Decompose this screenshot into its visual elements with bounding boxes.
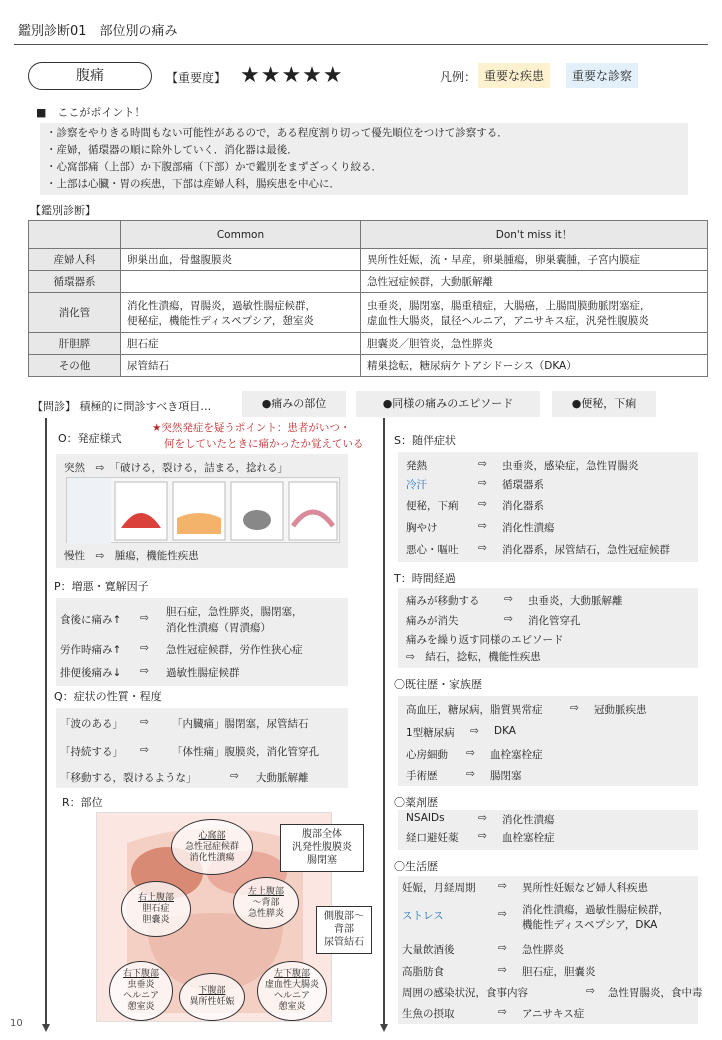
table-row (29, 271, 708, 293)
diff-common-cell: 消化性潰瘍，胃腸炎，過敏性腸症候群， 便秘症，機能性ディスペプシア，憩室炎 (121, 293, 361, 333)
region-flank-back (316, 906, 372, 954)
time-course-repeat-key (406, 632, 564, 647)
left-timeline-arrow (42, 1024, 50, 1032)
section-provocation-heading: P：増悪・寛解因子 (54, 580, 149, 593)
page-number: 10 (10, 1018, 23, 1029)
diff-corner (29, 221, 121, 249)
arrow-icon: ⇨ (140, 716, 149, 728)
provocation-value: 胆石症，急性膵炎，腸閉塞， (166, 606, 303, 618)
right-timeline-arrow (380, 1024, 388, 1032)
diff-common-cell: 卵巣出血，骨盤腹膜炎 (121, 249, 361, 271)
time-course-repeat-label: 痛みを繰り返す同様のエピソード (406, 634, 564, 646)
social-history-key: 妊娠，月経周期 (402, 882, 476, 894)
quality-key: 「持続する」 (60, 746, 123, 758)
region-disease: 腸閉塞 (307, 855, 337, 866)
region-title: 下腹部 (198, 986, 226, 996)
diff-dontmiss-cell: 虫垂炎，腸閉塞，腸重積症，大腸癌，上腸間膜動脈閉塞症， 虚血性大腸炎，鼠径ヘルニア，アニサキス症，汎発性腹膜炎 (361, 293, 708, 333)
point-item: ・上部は心臓・胃の疾患，下部は産婦人科，腸疾患を中心に． (46, 178, 340, 190)
table-row (29, 293, 708, 333)
diff-heading: 【鑑別診断】 (30, 204, 96, 217)
past-history-key: 高血圧，糖尿病，脂質異常症 (406, 704, 543, 716)
arrow-icon: ⇨ (570, 702, 579, 714)
diff-row-label: その他 (29, 355, 121, 377)
region-title: 側腹部〜 (324, 911, 364, 922)
past-history-value: 腸閉塞 (490, 770, 522, 782)
provocation-value-2: 消化性潰瘍（胃潰瘍） (166, 622, 271, 634)
importance-label: 【重要度】 (166, 71, 227, 85)
region-disease: 憩室炎 (278, 1002, 306, 1012)
diff-table (28, 220, 708, 377)
region-disease: 〜背部 (252, 897, 280, 908)
table-row (29, 355, 708, 377)
associated-key: 便秘，下痢 (406, 500, 459, 512)
arrow-icon: ⇨ (478, 520, 487, 532)
onset-note-line2: 何をしていたときに痛かったか覚えている (164, 438, 364, 450)
quality-value: 「体性痛」腹膜炎，消化管穿孔 (172, 746, 319, 758)
time-course-value: 消化管穿孔 (528, 615, 581, 627)
points-heading: ■ ここがポイント！ (36, 106, 146, 119)
region-title: 右上腹部 (137, 892, 174, 903)
tag-constipation-diarrhea: ●便秘，下痢 (552, 391, 656, 417)
region-title: 左上腹部 (247, 886, 284, 897)
social-history-value: 胆石症，胆嚢炎 (522, 966, 596, 978)
drug-history-value: 血栓塞栓症 (502, 832, 555, 844)
associated-key: 発熱 (406, 460, 427, 472)
provocation-key: 労作時痛み↑ (60, 644, 122, 656)
quality-key: 「波のある」 (60, 718, 123, 730)
page-title: 鑑別診断01 部位別の痛み (18, 24, 178, 39)
associated-value: 循環器系 (502, 479, 544, 491)
point-item: ・診察をやりきる時間もない可能性があるので，ある程度割り切って優先順位をつけて診察する． (46, 127, 508, 139)
arrow-icon: ⇨ (470, 725, 479, 737)
region-disease: 汎発性腹膜炎 (292, 842, 352, 853)
associated-value: 消化器系，尿管結石，急性冠症候群 (502, 544, 670, 556)
past-history-key: 心房細動 (406, 749, 448, 761)
associated-value: 虫垂炎，感染症，急性胃腸炎 (502, 460, 639, 472)
associated-value: 消化器系 (502, 500, 544, 512)
time-course-repeat-value: ⇨ 結石，捻転，機能性疾患 (406, 651, 541, 663)
legend-important-exam: 重要な診察 (566, 63, 638, 88)
region-right-upper (121, 881, 191, 937)
point-item: ・心窩部痛（上部）か下腹部痛（下部）かで鑑別をまずざっくり絞る． (46, 161, 382, 173)
social-history-key: 大量飲酒後 (402, 944, 455, 956)
arrow-icon: ⇨ (478, 477, 487, 489)
arrow-icon: ⇨ (478, 498, 487, 510)
time-course-value: 虫垂炎，大動脈解離 (528, 595, 623, 607)
arrow-icon: ⇨ (466, 747, 475, 759)
region-disease: 急性冠症候群 (184, 841, 239, 852)
region-title: 心窩部 (198, 830, 226, 841)
table-row (29, 333, 708, 355)
social-history-value: アニサキス症 (522, 1008, 585, 1020)
region-disease: ヘルニア (273, 991, 310, 1001)
provocation-value: 急性冠症候群，労作性狭心症 (166, 644, 303, 656)
diff-row-label: 消化管 (29, 293, 121, 333)
provocation-key: 排便後痛み↓ (60, 667, 122, 679)
tag-pain-location: ●痛みの部位 (242, 391, 346, 417)
diff-col-common: Common (121, 221, 361, 249)
social-history-value: 急性胃腸炎，食中毒 (608, 987, 703, 999)
diff-dontmiss-cell: 胆囊炎／胆管炎，急性膵炎 (361, 333, 708, 355)
past-history-key: 手術歴 (406, 770, 438, 782)
region-disease: 虫垂炎 (127, 980, 155, 990)
region-title: 右下腹部 (122, 969, 159, 979)
associated-key: 悪心・嘔吐 (406, 544, 459, 556)
associated-key: 冷汗 (406, 479, 427, 491)
provocation-value: 過敏性腸症候群 (166, 667, 240, 679)
social-history-value-2: 機能性ディスペプシア，DKA (522, 919, 658, 931)
diff-common-cell: 尿管結石 (121, 355, 361, 377)
arrow-icon: ⇨ (504, 593, 513, 605)
quality-key: 「移動する，裂けるような」 (60, 772, 197, 784)
diff-row-label: 循環器系 (29, 271, 121, 293)
drug-history-key: 経口避妊薬 (406, 832, 459, 844)
importance-stars: ★★★★★ (240, 63, 344, 88)
past-history-value: DKA (494, 725, 516, 737)
arrow-icon: ⇨ (140, 665, 149, 677)
legend-label: 凡例： (440, 70, 477, 84)
arrow-icon: ⇨ (140, 612, 149, 624)
monshin-heading: 【問診】 積極的に問診すべき項目… (32, 400, 212, 413)
diff-dontmiss-cell: 精巣捻転，糖尿病ケトアシドーシス（DKA） (361, 355, 708, 377)
arrow-icon: ⇨ (478, 458, 487, 470)
region-left-upper (233, 877, 299, 929)
region-lower (179, 973, 245, 1021)
left-timeline-line (45, 418, 47, 1026)
time-course-key: 痛みが移動する (406, 595, 480, 607)
associated-value: 消化性潰瘍 (502, 522, 555, 534)
social-history-key: ストレス (402, 910, 444, 922)
diff-row-label: 肝胆膵 (29, 333, 121, 355)
arrow-icon: ⇨ (230, 770, 239, 782)
arrow-icon: ⇨ (478, 542, 487, 554)
section-social-history-heading: 〇生活歴 (394, 860, 438, 873)
point-item: ・産婦，循環器の順に除外していく．消化器は最後． (46, 144, 298, 156)
section-quality-heading: Q：症状の性質・程度 (54, 690, 162, 703)
drug-history-key: NSAIDs (406, 812, 445, 824)
right-timeline-line (383, 418, 385, 1026)
social-history-value: 消化性潰瘍，過敏性腸症候群， (522, 904, 669, 916)
section-region-heading: R：部位 (62, 796, 103, 809)
section-associated-heading: S：随伴症状 (394, 434, 456, 447)
section-past-history-heading: 〇既往歴・家族歴 (394, 678, 482, 691)
diff-dontmiss-cell: 急性冠症候群，大動脈解離 (361, 271, 708, 293)
diff-common-cell (121, 271, 361, 293)
arrow-icon: ⇨ (498, 908, 507, 920)
tag-similar-episode: ●同様の痛みのエピソード (356, 391, 540, 417)
region-left-lower (257, 961, 327, 1021)
points-box (40, 123, 688, 195)
region-disease: 尿管結石 (324, 937, 364, 948)
arrow-icon: ⇨ (140, 642, 149, 654)
region-disease: 異所性妊娠 (189, 997, 235, 1007)
region-whole-abdomen (280, 824, 364, 872)
section-drug-history-heading: 〇薬剤歴 (394, 796, 438, 809)
topic-title: 腹痛 (28, 62, 152, 90)
region-disease: 憩室炎 (127, 1002, 155, 1012)
social-history-value: 異所性妊娠など婦人科疾患 (522, 882, 648, 894)
section-onset-heading: O：発症様式 (58, 432, 122, 445)
arrow-icon: ⇨ (586, 985, 595, 997)
legend-important-disease: 重要な疾患 (478, 63, 550, 88)
quality-value: 「内臓痛」腸閉塞，尿管結石 (172, 718, 309, 730)
arrow-icon: ⇨ (466, 768, 475, 780)
provocation-key: 食後に痛み↑ (60, 614, 122, 626)
region-title: 背部 (334, 924, 354, 935)
arrow-icon: ⇨ (140, 744, 149, 756)
region-right-lower (109, 961, 173, 1021)
diff-row-label: 産婦人科 (29, 249, 121, 271)
diff-col-dontmiss: Don't miss it！ (361, 221, 708, 249)
region-disease: 消化性潰瘍 (189, 852, 235, 863)
social-history-key: 生魚の摂取 (402, 1008, 455, 1020)
region-disease: 胆嚢炎 (142, 914, 170, 925)
region-disease: 胆石症 (142, 903, 170, 914)
arrow-icon: ⇨ (498, 1006, 507, 1018)
region-disease: 虚血性大腸炎 (264, 980, 319, 990)
region-disease: 急性膵炎 (247, 908, 284, 919)
arrow-icon: ⇨ (478, 812, 487, 824)
diff-common-cell: 胆石症 (121, 333, 361, 355)
onset-note-line1: ★突然発症を疑うポイント：患者がいつ・ (152, 422, 351, 434)
onset-chronic: 慢性 ⇨ 腫瘍，機能性疾患 (64, 550, 199, 562)
arrow-icon: ⇨ (498, 964, 507, 976)
region-title: 左下腹部 (273, 969, 310, 979)
diff-dontmiss-cell: 異所性妊娠，流・早産，卵巣腫瘍，卵巣囊腫，子宮内膜症 (361, 249, 708, 271)
arrow-icon: ⇨ (504, 613, 513, 625)
region-disease: ヘルニア (122, 991, 159, 1001)
arrow-icon: ⇨ (498, 942, 507, 954)
associated-key: 胸やけ (406, 522, 438, 534)
time-course-key: 痛みが消失 (406, 615, 459, 627)
section-time-course-heading: T：時間経過 (394, 572, 456, 585)
onset-sudden: 突然 ⇨ 「破ける，裂ける，詰まる，捻れる」 (64, 462, 289, 474)
quality-value: 大動脈解離 (256, 772, 309, 784)
region-epigastric (171, 819, 253, 875)
drug-history-value: 消化性潰瘍 (502, 814, 555, 826)
arrow-icon: ⇨ (478, 830, 487, 842)
past-history-value: 血栓塞栓症 (490, 749, 543, 761)
onset-illustration (66, 477, 340, 543)
arrow-icon: ⇨ (498, 880, 507, 892)
past-history-value: 冠動脈疾患 (594, 704, 647, 716)
social-history-key: 周囲の感染状況，食事内容 (402, 987, 528, 999)
region-title: 腹部全体 (302, 829, 342, 840)
past-history-key: 1型糖尿病 (406, 727, 455, 739)
header-divider (14, 44, 708, 45)
table-row (29, 249, 708, 271)
social-history-value: 急性膵炎 (522, 944, 564, 956)
social-history-key: 高脂肪食 (402, 966, 444, 978)
